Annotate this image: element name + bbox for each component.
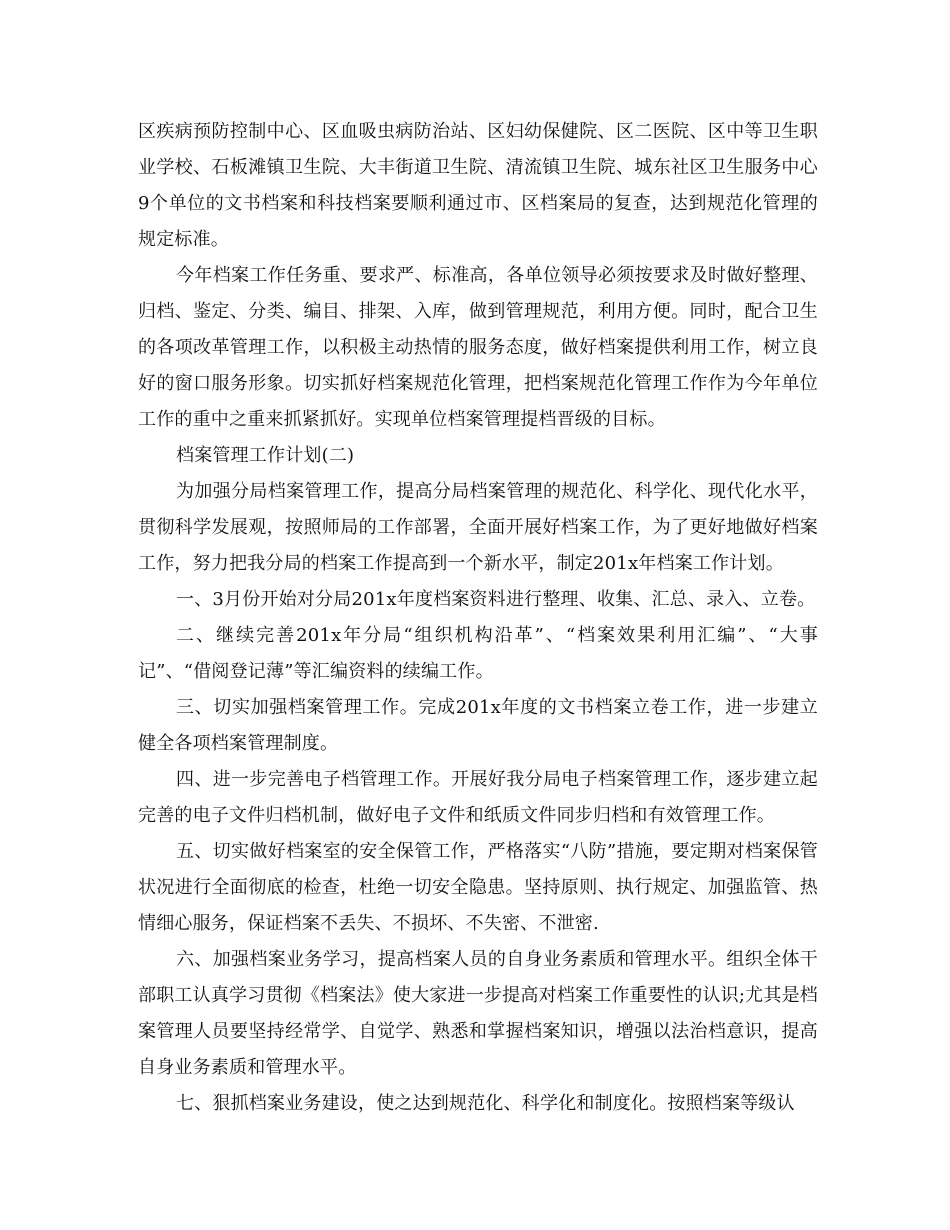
list-item-6: 六、加强档案业务学习，提高档案人员的自身业务素质和管理水平。组织全体干部职工认真学习贯彻《档案法》使大家进一步提高对档案工作重要性的认识;尤其是档案管理人员要坚持经常学、自觉学、熟悉和掌握档案知识，增强以法治档意识，提高自身业务素质和管理水平。 [138, 949, 818, 1078]
document-body [138, 114, 818, 1122]
paragraph-intro: 为加强分局档案管理工作，提高分局档案管理的规范化、科学化、现代化水平，贯彻科学发展观，按照师局的工作部署，全面开展好档案工作，为了更好地做好档案工作，努力把我分局的档案工作提高到一个新水平，制定201x年档案工作计划。 [138, 481, 818, 574]
paragraph-annual-task: 今年档案工作任务重、要求严、标准高，各单位领导必须按要求及时做好整理、归档、鉴定、分类、编目、排架、入库，做到管理规范，利用方便。同时，配合卫生的各项改革管理工作，以积极主动热情的服务态度，做好档案提供利用工作，树立良好的窗口服务形象。切实抓好档案规范化管理，把档案规范化管理工作作为今年单位工作的重中之重来抓紧抓好。实现单位档案管理提档晋级的目标。 [138, 265, 818, 430]
list-item-4: 四、进一步完善电子档管理工作。开展好我分局电子档案管理工作，逐步建立起完善的电子文件归档机制，做好电子文件和纸质文件同步归档和有效管理工作。 [138, 769, 818, 826]
list-item-2: 二、继续完善201x年分局“组织机构沿革”、“档案效果利用汇编”、“大事记”、“借阅登记薄”等汇编资料的续编工作。 [138, 625, 818, 682]
paragraph-continuation: 区疾病预防控制中心、区血吸虫病防治站、区妇幼保健院、区二医院、区中等卫生职业学校、石板滩镇卫生院、大丰街道卫生院、清流镇卫生院、城东社区卫生服务中心9个单位的文书档案和科技档案要顺利通过市、区档案局的复查，达到规范化管理的规定标准。 [138, 121, 818, 250]
list-item-5: 五、切实做好档案室的安全保管工作，严格落实“八防”措施，要定期对档案保管状况进行全面彻底的检查，杜绝一切安全隐患。坚持原则、执行规定、加强监管、热情细心服务，保证档案不丢失、不损坏、不失密、不泄密. [138, 841, 818, 934]
section-heading: 档案管理工作计划(二) [176, 445, 355, 466]
list-item-1: 一、3月份开始对分局201x年度档案资料进行整理、收集、汇总、录入、立卷。 [176, 589, 816, 610]
list-item-7: 七、狠抓档案业务建设，使之达到规范化、科学化和制度化。按照档案等级认 [176, 1093, 795, 1114]
list-item-3: 三、切实加强档案管理工作。完成201x年度的文书档案立卷工作，进一步建立健全各项档案管理制度。 [138, 697, 818, 754]
